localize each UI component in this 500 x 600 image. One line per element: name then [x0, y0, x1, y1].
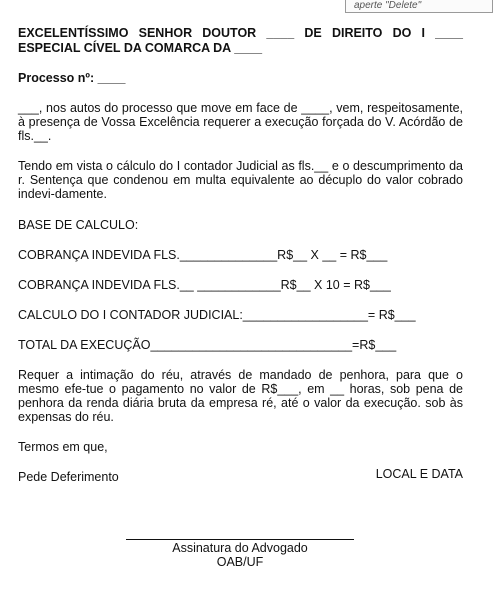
calculation-paragraph: Tendo em vista o cálculo do I contador Judicial as fls.__ e o descumprimento da r. Sentença que condenou em multa equivalente ao décuplo do valor cobrado indevi-damente.: [18, 159, 463, 201]
closing-termos: Termos em que,: [18, 440, 108, 454]
document-heading: EXCELENTÍSSIMO SENHOR DOUTOR ____ DE DIREITO DO I ____ ESPECIAL CÍVEL DA COMARCA DA ____: [18, 26, 463, 55]
delete-hint-box: [345, 0, 493, 13]
contador-calculo-line: CALCULO DO I CONTADOR JUDICIAL:__________________= R$___: [18, 308, 416, 322]
oab-label: OAB/UF: [216, 555, 264, 569]
cobranca-line-2: COBRANÇA INDEVIDA FLS.__ ____________R$__ X 10 = R$___: [18, 278, 391, 292]
petition-document: [18, 26, 463, 484]
local-e-data: LOCAL E DATA: [375, 467, 463, 481]
closing-pede-deferimento: Pede Deferimento: [18, 470, 119, 484]
signature-line: [126, 539, 354, 540]
total-execucao-line: TOTAL DA EXECUÇÃO_____________________________=R$___: [18, 338, 397, 352]
processo-number: Processo nº: ____: [18, 71, 126, 85]
delete-hint-text: aperte "Delete": [354, 0, 422, 11]
signature-label: Assinatura do Advogado: [172, 541, 308, 555]
base-calculo-label: BASE DE CALCULO:: [18, 218, 139, 232]
intro-paragraph: ___, nos autos do processo que move em face de ____, vem, respeitosamente, à presença de Vossa Excelência requerer a execução forçada do V. Acórdão de fls.__.: [18, 101, 463, 143]
request-paragraph: Requer a intimação do réu, através de mandado de penhora, para que o mesmo efe-tue o pagamento no valor de R$___, em __ horas, sob pena de penhora da renda diária bruta da empresa ré, até o valor da execução. sob às expensas do réu.: [18, 368, 463, 424]
cobranca-line-1: COBRANÇA INDEVIDA FLS.______________R$__ X __ = R$___: [18, 248, 388, 262]
